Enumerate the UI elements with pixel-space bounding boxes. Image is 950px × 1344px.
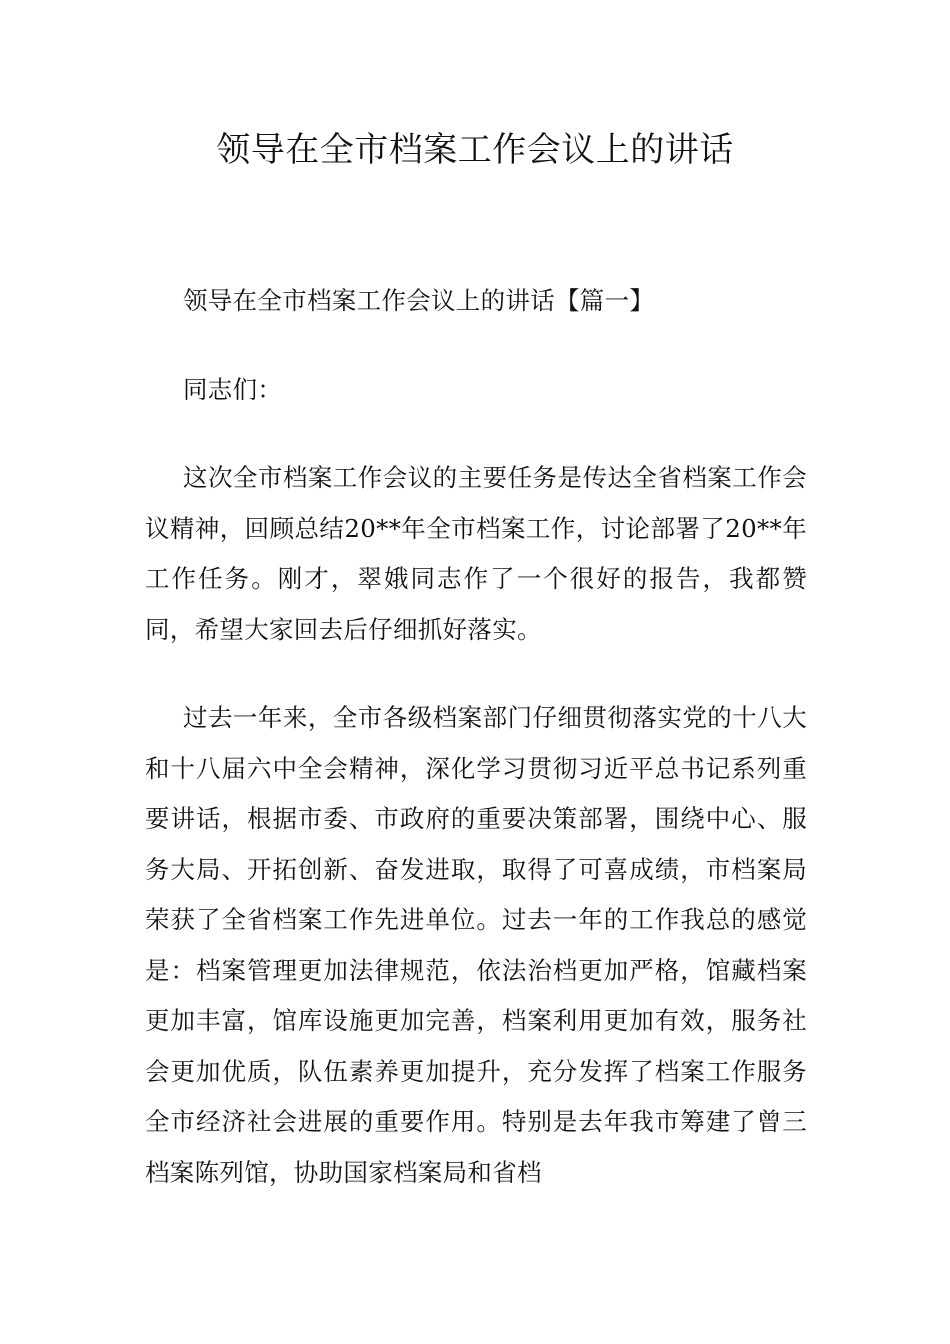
- salutation: 同志们：: [183, 374, 283, 404]
- document-body: [145, 276, 807, 1236]
- document-title: 领导在全市档案工作会议上的讲话: [216, 130, 734, 170]
- section-heading: 领导在全市档案工作会议上的讲话【篇一】: [183, 286, 655, 315]
- body-paragraph: 过去一年来，全市各级档案部门仔细贯彻落实党的十八大和十八届六中全会精神，深化学习贯彻习近平总书记系列重要讲话，根据市委、市政府的重要决策部署，围绕中心、服务大局、开拓创新、奋发进取，取得了可喜成绩，市档案局荣获了全省档案工作先进单位。过去一年的工作我总的感觉是：档案管理更加法律规范，依法治档更加严格，馆藏档案更加丰富，馆库设施更加完善，档案利用更加有效，服务社会更加优质，队伍素养更加提升，充分发挥了档案工作服务全市经济社会进展的重要作用。特别是去年我市筹建了曾三档案陈列馆，协助国家档案局和省档: [145, 703, 807, 1187]
- body-paragraph: 这次全市档案工作会议的主要任务是传达全省档案工作会议精神，回顾总结20**年全市档案工作，讨论部署了20**年工作任务。刚才，翠娥同志作了一个很好的报告，我都赞同，希望大家回去后仔细抓好落实。: [145, 463, 807, 644]
